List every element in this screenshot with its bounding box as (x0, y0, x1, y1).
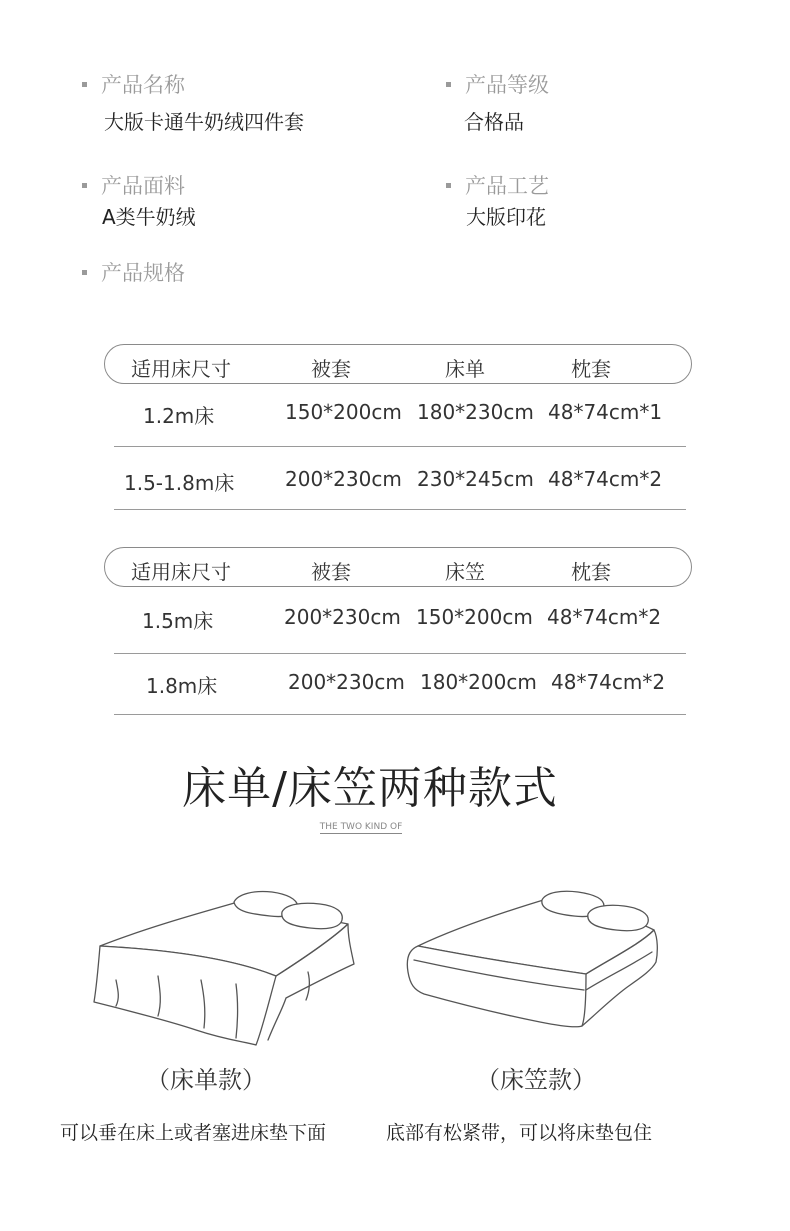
flat-sheet-bed-icon (86, 880, 366, 1050)
bullet-icon (446, 183, 451, 188)
fitted-sheet-description: 底部有松紧带，可以将床垫包住 (386, 1122, 653, 1144)
table-cell: 1.8m床 (146, 674, 218, 698)
flat-sheet-description: 可以垂在床上或者塞进床垫下面 (60, 1122, 327, 1144)
table-header (104, 344, 692, 384)
styles-title: 床单/床笠两种款式 (182, 763, 558, 814)
bullet-icon (446, 82, 451, 87)
table-cell: 1.2m床 (143, 404, 215, 428)
spec-value: A类牛奶绒 (102, 205, 196, 229)
spec-product-grade (446, 70, 549, 135)
spec-product-name (82, 70, 304, 135)
spec-label: 产品工艺 (465, 174, 549, 198)
table-cell: 1.5-1.8m床 (124, 471, 235, 495)
header-cell: 适用床尺寸 (131, 560, 231, 584)
table-header (104, 547, 692, 587)
table-cell: 48*74cm*2 (551, 670, 666, 694)
spec-product-size (82, 258, 185, 286)
table-row (114, 587, 686, 654)
table-cell: 180*200cm (420, 670, 537, 694)
spec-label: 产品规格 (101, 261, 185, 285)
spec-label: 产品名称 (101, 73, 185, 97)
header-cell: 枕套 (571, 357, 611, 381)
table-cell: 150*200cm (285, 400, 402, 424)
table-cell: 200*230cm (288, 670, 405, 694)
styles-subtitle-text: THE TWO KIND OF (319, 822, 403, 832)
table-cell: 200*230cm (285, 467, 402, 491)
bullet-icon (82, 183, 87, 188)
table-cell: 230*245cm (417, 467, 534, 491)
header-cell: 床笠 (445, 560, 485, 584)
table-cell: 48*74cm*2 (548, 467, 663, 491)
spec-value: 大版印花 (466, 205, 546, 229)
size-table-fitted-sheet (104, 547, 692, 715)
size-table-flat-sheet (104, 344, 692, 510)
spec-label: 产品等级 (465, 73, 549, 97)
styles-subtitle (0, 822, 722, 832)
bullet-icon (82, 270, 87, 275)
table-cell: 48*74cm*2 (547, 605, 662, 629)
spec-value: 合格品 (464, 110, 524, 134)
table-row (114, 384, 686, 447)
header-cell: 床单 (445, 357, 485, 381)
fitted-sheet-caption: （床笠款） (476, 1066, 596, 1094)
header-cell: 适用床尺寸 (131, 357, 231, 381)
spec-product-craft (446, 171, 549, 230)
spec-value: 大版卡通牛奶绒四件套 (104, 110, 304, 134)
spec-product-fabric (82, 171, 196, 230)
header-cell: 被套 (311, 560, 351, 584)
bullet-icon (82, 82, 87, 87)
table-cell: 150*200cm (416, 605, 533, 629)
table-cell: 180*230cm (417, 400, 534, 424)
table-cell: 48*74cm*1 (548, 400, 663, 424)
fitted-sheet-bed-icon (400, 886, 660, 1036)
table-row (114, 447, 686, 510)
spec-label: 产品面料 (101, 174, 185, 198)
table-cell: 200*230cm (284, 605, 401, 629)
header-cell: 枕套 (571, 560, 611, 584)
flat-sheet-caption: （床单款） (146, 1066, 266, 1094)
table-row (114, 654, 686, 715)
header-cell: 被套 (311, 357, 351, 381)
table-cell: 1.5m床 (142, 609, 214, 633)
